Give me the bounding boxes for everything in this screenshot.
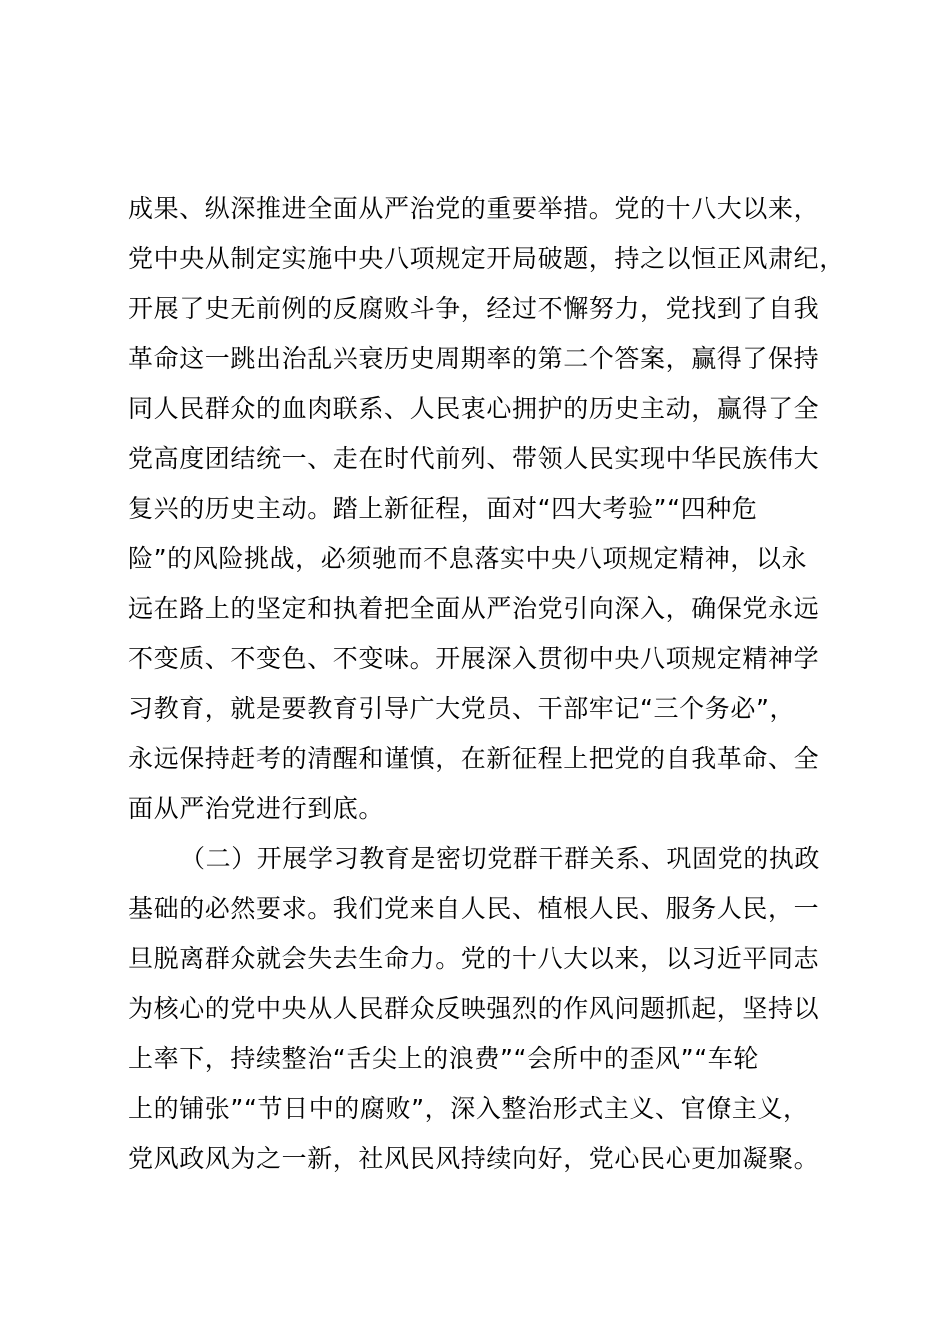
section-heading-line: （二）开展学习教育是密切党群干群关系、巩固党的执政	[180, 844, 821, 873]
text-line: 开展了史无前例的反腐败斗争，经过不懈努力，党找到了自我	[128, 294, 820, 323]
text-line: 党风政风为之一新，社风民风持续向好，党心民心更加凝聚。	[128, 1144, 820, 1173]
text-line: 上率下，持续整治“舌尖上的浪费”“会所中的歪风”“车轮	[128, 1044, 759, 1073]
text-line: 党中央从制定实施中央八项规定开局破题，持之以恒正风肃纪，	[128, 244, 845, 273]
body-text	[128, 184, 845, 1184]
text-line: 上的铺张”“节日中的腐败”，深入整治形式主义、官僚主义，	[128, 1094, 809, 1123]
text-line: 为核心的党中央从人民群众反映强烈的作风问题抓起，坚持以	[128, 994, 820, 1023]
text-line: 不变质、不变色、不变味。开展深入贯彻中央八项规定精神学	[128, 644, 820, 673]
text-line: 旦脱离群众就会失去生命力。党的十八大以来，以习近平同志	[128, 944, 820, 973]
text-line: 险”的风险挑战，必须驰而不息落实中央八项规定精神，以永	[128, 544, 808, 573]
text-line: 永远保持赶考的清醒和谨慎，在新征程上把党的自我革命、全	[128, 744, 820, 773]
text-line: 基础的必然要求。我们党来自人民、植根人民、服务人民，一	[128, 894, 820, 923]
text-line: 远在路上的坚定和执着把全面从严治党引向深入，确保党永远	[128, 594, 820, 623]
text-line: 复兴的历史主动。踏上新征程，面对“四大考验”“四种危	[128, 494, 758, 523]
text-line: 成果、纵深推进全面从严治党的重要举措。党的十八大以来，	[128, 194, 820, 223]
text-line: 面从严治党进行到底。	[128, 794, 385, 823]
text-line: 党高度团结统一、走在时代前列、带领人民实现中华民族伟大	[128, 444, 820, 473]
text-line: 习教育，就是要教育引导广大党员、干部牢记“三个务必”，	[128, 694, 796, 723]
text-line: 革命这一跳出治乱兴衰历史周期率的第二个答案，赢得了保持	[128, 344, 820, 373]
text-line: 同人民群众的血肉联系、人民衷心拥护的历史主动，赢得了全	[128, 394, 820, 423]
